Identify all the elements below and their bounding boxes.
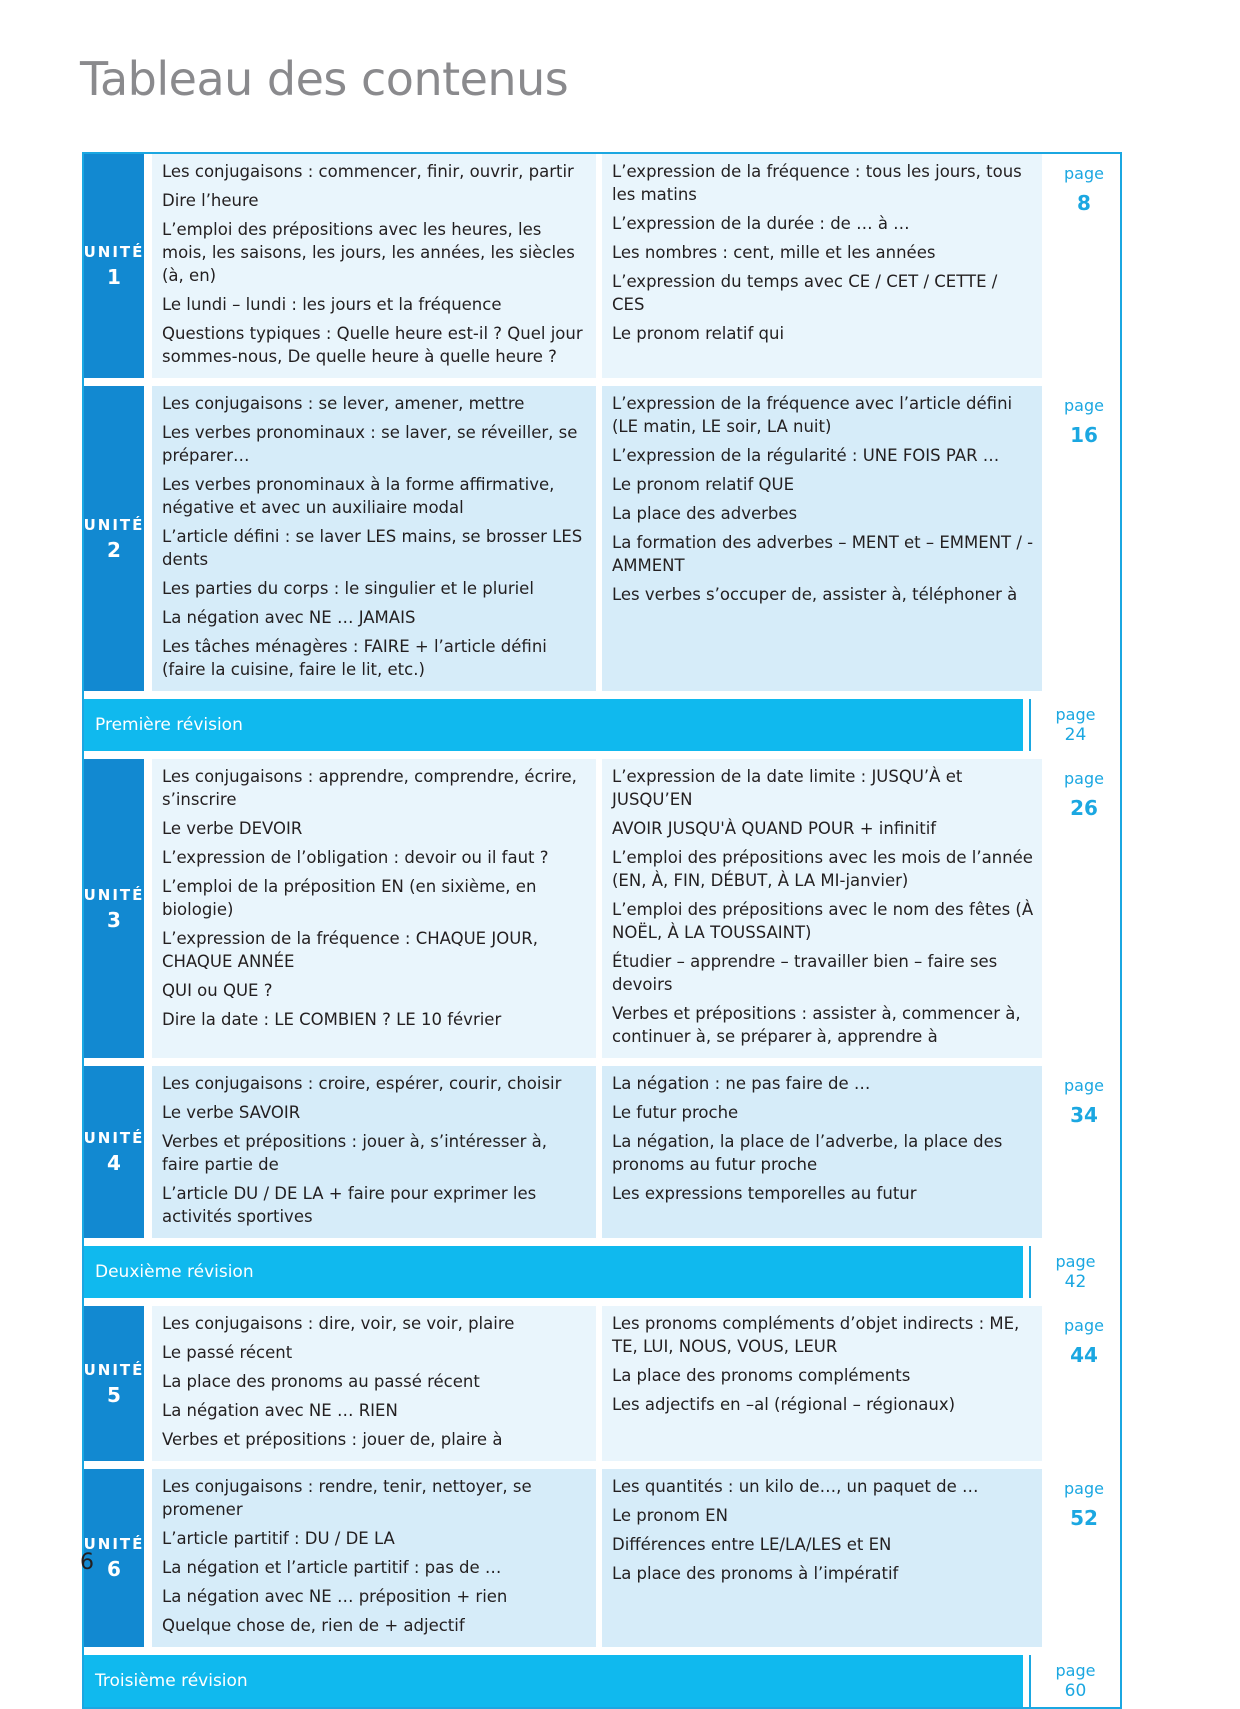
topic-item: L’emploi des prépositions avec le nom des fêtes (À NOËL, À LA TOUSSAINT) [612, 900, 1034, 942]
revision-row-2 [84, 1246, 1120, 1298]
topic-item: Dire l’heure [162, 191, 259, 210]
topic-item: Les verbes pronominaux à la forme affirmative, négative et avec un auxiliaire modal [162, 475, 555, 517]
topic-item: Questions typiques : Quelle heure est-il ? Quel jour sommes-nous, De quelle heure à quelle heure ? [162, 324, 583, 366]
page-number: 6 [80, 1550, 94, 1575]
topic-item: L’expression de la durée : de … à … [612, 214, 910, 233]
page-word: page [1064, 1076, 1104, 1095]
revision-label: Deuxième révision [84, 1246, 1023, 1298]
revision-label: Troisième révision [84, 1655, 1023, 1707]
topic-item: La place des pronoms compléments [612, 1366, 911, 1385]
topic-item: Les conjugaisons : rendre, tenir, nettoyer, se promener [162, 1477, 532, 1519]
unit-row-1 [84, 154, 1120, 378]
topic-item: La place des pronoms à l’impératif [612, 1564, 899, 1583]
topic-item: Le verbe SAVOIR [162, 1103, 301, 1122]
topic-item: Le futur proche [612, 1103, 739, 1122]
revision-row-3 [84, 1655, 1120, 1707]
unit-topics-left [152, 759, 596, 1058]
unit-number: 4 [107, 1151, 121, 1175]
unit-number: 1 [107, 265, 121, 289]
page-word: page [1055, 1661, 1096, 1680]
page-word: page [1055, 1252, 1096, 1271]
page-word: page [1064, 164, 1104, 183]
topic-item: L’expression de l’obligation : devoir ou il faut ? [162, 848, 549, 867]
page-reference [1048, 1469, 1120, 1647]
topic-item: La négation avec NE … préposition + rien [162, 1587, 508, 1606]
page-word: page [1064, 1316, 1104, 1335]
topic-item: L’article partitif : DU / DE LA [162, 1529, 395, 1548]
revision-label: Première révision [84, 699, 1023, 751]
row-divider [84, 1058, 1120, 1066]
unit-row-2 [84, 386, 1120, 691]
page-word: page [1064, 1479, 1104, 1498]
topic-item: Les conjugaisons : dire, voir, se voir, plaire [162, 1314, 515, 1333]
unit-row-3 [84, 759, 1120, 1058]
topic-item: Le pronom EN [612, 1506, 728, 1525]
unit-topics-right [602, 1066, 1042, 1238]
topic-item: La négation avec NE … RIEN [162, 1401, 398, 1420]
topic-item: Les conjugaisons : croire, espérer, courir, choisir [162, 1074, 562, 1093]
row-divider [84, 1298, 1120, 1306]
page-word: page [1055, 705, 1096, 724]
page-word: page [1064, 396, 1104, 415]
unit-label [84, 1066, 144, 1238]
topic-item: Les conjugaisons : apprendre, comprendre, écrire, s’inscrire [162, 767, 577, 809]
topic-item: Verbes et prépositions : assister à, commencer à, continuer à, se préparer à, apprendre à [612, 1004, 1021, 1046]
unit-topics-left [152, 1306, 596, 1461]
unit-label [84, 1306, 144, 1461]
unit-number: 2 [107, 537, 121, 562]
page-number-ref: 34 [1070, 1103, 1098, 1127]
topic-item: QUI ou QUE ? [162, 981, 273, 1000]
topic-item: Différences entre LE/LA/LES et EN [612, 1535, 892, 1554]
topic-item: Le lundi – lundi : les jours et la fréquence [162, 295, 502, 314]
unit-word: UNITÉ [83, 515, 145, 534]
topic-item: Les parties du corps : le singulier et le pluriel [162, 579, 534, 598]
topic-item: L’expression de la fréquence : tous les jours, tous les matins [612, 162, 1022, 204]
topic-item: La place des adverbes [612, 504, 798, 523]
topic-item: La négation avec NE … JAMAIS [162, 608, 416, 627]
unit-row-4 [84, 1066, 1120, 1238]
unit-number: 6 [107, 1557, 121, 1581]
page-number-ref: 42 [1064, 1272, 1087, 1292]
topic-item: Le pronom relatif qui [612, 324, 785, 343]
unit-word: UNITÉ [83, 885, 145, 904]
topic-item: L’expression de la régularité : UNE FOIS PAR … [612, 446, 1000, 465]
unit-topics-right [602, 759, 1042, 1058]
unit-label [84, 386, 144, 691]
page-word: page [1064, 769, 1104, 788]
unit-word: UNITÉ [83, 243, 145, 261]
page-title: Tableau des contenus [80, 52, 569, 106]
unit-topics-right [602, 154, 1042, 378]
topic-item: L’article défini : se laver LES mains, se brosser LES dents [162, 527, 583, 569]
unit-number: 3 [107, 907, 121, 932]
revision-row-1 [84, 699, 1120, 751]
unit-topics-left [152, 386, 596, 691]
page-reference [1029, 1246, 1120, 1298]
topic-item: L’article DU / DE LA + faire pour exprimer les activités sportives [162, 1184, 537, 1226]
unit-topics-right [602, 386, 1042, 691]
topic-item: Étudier – apprendre – travailler bien – faire ses devoirs [612, 952, 998, 994]
topic-item: La négation et l’article partitif : pas de … [162, 1558, 502, 1577]
unit-label [84, 759, 144, 1058]
topic-item: Les verbes s’occuper de, assister à, téléphoner à [612, 585, 1018, 604]
topic-item: Les expressions temporelles au futur [612, 1184, 917, 1203]
unit-word: UNITÉ [83, 1535, 145, 1553]
page-reference [1029, 699, 1120, 751]
topic-item: Les tâches ménagères : FAIRE + l’article défini (faire la cuisine, faire le lit, etc.) [162, 637, 547, 679]
unit-topics-right [602, 1306, 1042, 1461]
row-divider [84, 1238, 1120, 1246]
topic-item: L’expression de la fréquence avec l’article défini (LE matin, LE soir, LA nuit) [612, 394, 1013, 436]
topic-item: Les nombres : cent, mille et les années [612, 243, 936, 262]
unit-topics-left [152, 1066, 596, 1238]
page-number-ref: 8 [1077, 191, 1091, 215]
topic-item: Les conjugaisons : se lever, amener, mettre [162, 394, 525, 413]
topic-item: L’emploi des prépositions avec les heures, les mois, les saisons, les jours, les années, les siècles (à, en) [162, 220, 575, 285]
topic-item: Verbes et prépositions : jouer à, s’intéresser à, faire partie de [162, 1132, 548, 1174]
topic-item: L’emploi de la préposition EN (en sixième, en biologie) [162, 877, 537, 919]
topic-item: L’emploi des prépositions avec les mois de l’année (EN, À, FIN, DÉBUT, À LA MI-janvier) [612, 848, 1033, 890]
topic-item: La formation des adverbes – MENT et – EMMENT / -AMMENT [612, 533, 1034, 575]
topic-item: Le pronom relatif QUE [612, 475, 795, 494]
topic-item: Dire la date : LE COMBIEN ? LE 10 février [162, 1010, 502, 1029]
unit-word: UNITÉ [83, 1360, 145, 1379]
page-number-ref: 44 [1070, 1343, 1098, 1367]
page-number-ref: 26 [1070, 796, 1098, 820]
unit-row-5 [84, 1306, 1120, 1461]
page-reference [1048, 154, 1120, 378]
topic-item: Les pronoms compléments d’objet indirects : ME, TE, LUI, NOUS, VOUS, LEUR [612, 1314, 1020, 1356]
topic-item: Les conjugaisons : commencer, finir, ouvrir, partir [162, 162, 574, 181]
unit-number: 5 [107, 1382, 121, 1407]
topic-item: Le passé récent [162, 1343, 293, 1362]
topic-item: Les adjectifs en –al (régional – régionaux) [612, 1395, 956, 1414]
topic-item: L’expression du temps avec CE / CET / CETTE / CES [612, 272, 998, 314]
page-reference [1048, 386, 1120, 691]
page-reference [1029, 1655, 1120, 1707]
page-number-ref: 16 [1070, 423, 1098, 447]
page-number-ref: 52 [1070, 1506, 1098, 1530]
row-divider [84, 751, 1120, 759]
topic-item: L’expression de la fréquence : CHAQUE JOUR, CHAQUE ANNÉE [162, 929, 538, 971]
topic-item: Les quantités : un kilo de…, un paquet de … [612, 1477, 979, 1496]
page-reference [1048, 759, 1120, 1058]
unit-label [84, 154, 144, 378]
page-number-ref: 60 [1064, 1681, 1087, 1701]
topic-item: La négation, la place de l’adverbe, la place des pronoms au futur proche [612, 1132, 1003, 1174]
page-reference [1048, 1066, 1120, 1238]
topic-item: La négation : ne pas faire de … [612, 1074, 871, 1093]
topic-item: Le verbe DEVOIR [162, 819, 303, 838]
unit-topics-left [152, 154, 596, 378]
topic-item: AVOIR JUSQU'À QUAND POUR + infinitif [612, 819, 937, 838]
topic-item: L’expression de la date limite : JUSQU’À et JUSQU’EN [612, 767, 963, 809]
topic-item: Les verbes pronominaux : se laver, se réveiller, se préparer… [162, 423, 578, 465]
row-divider [84, 378, 1120, 386]
unit-topics-left [152, 1469, 596, 1647]
topic-item: La place des pronoms au passé récent [162, 1372, 480, 1391]
row-divider [84, 691, 1120, 699]
unit-row-6 [84, 1469, 1120, 1647]
topic-item: Verbes et prépositions : jouer de, plaire à [162, 1430, 503, 1449]
topic-item: Quelque chose de, rien de + adjectif [162, 1616, 465, 1635]
row-divider [84, 1647, 1120, 1655]
unit-topics-right [602, 1469, 1042, 1647]
page-reference [1048, 1306, 1120, 1461]
row-divider [84, 1461, 1120, 1469]
contents-table [82, 152, 1122, 1709]
page-number-ref: 24 [1064, 725, 1087, 745]
unit-word: UNITÉ [83, 1129, 145, 1147]
